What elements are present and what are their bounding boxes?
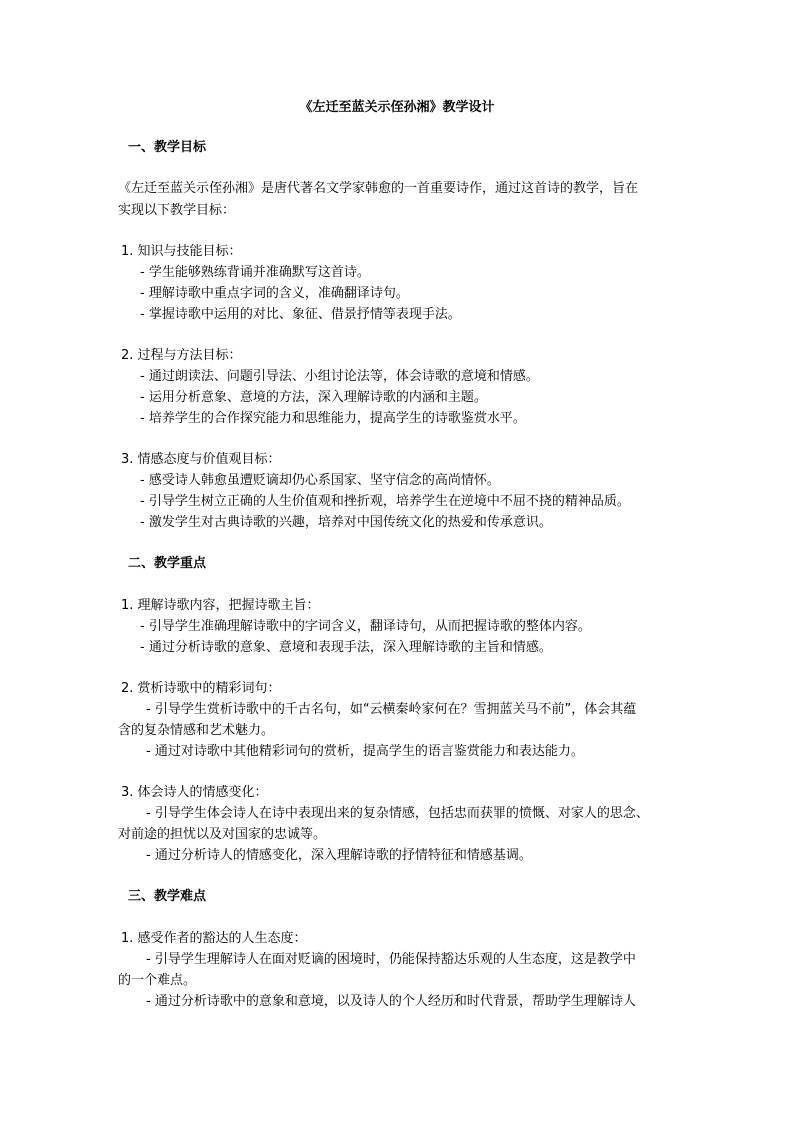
section-heading-difficulties: 三、教学难点 (128, 889, 207, 904)
goal-2-item: - 培养学生的合作探究能力和思维能力，提高学生的诗歌鉴赏水平。 (140, 411, 526, 426)
section-heading-key-points: 二、教学重点 (128, 556, 207, 571)
difficulty-1-item: - 引导学生理解诗人在面对贬谪的困境时，仍能保持豁达乐观的人生态度，这是教学中 (146, 952, 636, 967)
goal-3-label: 3. 情感态度与价值观目标： (121, 452, 281, 467)
goal-1-item: - 理解诗歌中重点字词的含义，准确翻译诗句。 (140, 286, 409, 301)
goal-1-item: - 掌握诗歌中运用的对比、象征、借景抒情等表现手法。 (140, 307, 461, 322)
key-point-1-item: - 通过分析诗歌的意象、意境和表现手法，深入理解诗歌的主旨和情感。 (140, 640, 552, 655)
goal-1-item: - 学生能够熟练背诵并准确默写这首诗。 (140, 265, 370, 280)
goal-2-item: - 通过朗读法、问题引导法、小组讨论法等，体会诗歌的意境和情感。 (140, 369, 539, 384)
key-point-3-item-continuation: 对前途的担忧以及对国家的忠诚等。 (118, 827, 327, 842)
key-point-1-label: 1. 理解诗歌内容，把握诗歌主旨： (121, 598, 320, 613)
difficulty-1-item: - 通过分析诗歌中的意象和意境，以及诗人的个人经历和时代背景，帮助学生理解诗人 (146, 994, 636, 1009)
key-point-3-item: - 引导学生体会诗人在诗中表现出来的复杂情感，包括忠而获罪的愤慨、对家人的思念、 (146, 806, 649, 821)
key-point-3-item: - 通过分析诗人的情感变化，深入理解诗歌的抒情特征和情感基调。 (146, 848, 532, 863)
key-point-2-item: - 引导学生赏析诗歌中的千古名句，如“云横秦岭家何在？雪拥蓝关马不前”，体会其蕴 (146, 702, 637, 717)
document-title: 《左迁至蓝关示侄孙湘》教学设计 (299, 100, 495, 115)
intro-line-2: 实现以下教学目标： (118, 203, 236, 218)
key-point-2-item: - 通过对诗歌中其他精彩词句的赏析，提高学生的语言鉴赏能力和表达能力。 (146, 744, 584, 759)
difficulty-1-item-continuation: 的一个难点。 (118, 973, 197, 988)
key-point-2-item-continuation: 含的复杂情感和艺术魅力。 (118, 723, 275, 738)
section-heading-objectives: 一、教学目标 (128, 140, 207, 155)
goal-2-item: - 运用分析意象、意境的方法，深入理解诗歌的内涵和主题。 (140, 390, 487, 405)
key-point-3-label: 3. 体会诗人的情感变化： (121, 785, 268, 800)
difficulty-1-label: 1. 感受作者的豁达的人生态度： (121, 931, 307, 946)
key-point-2-label: 2. 赏析诗歌中的精彩词句： (121, 681, 281, 696)
goal-3-item: - 感受诗人韩愈虽遭贬谪却仍心系国家、坚守信念的高尚情怀。 (140, 473, 500, 488)
goal-3-item: - 引导学生树立正确的人生价值观和挫折观，培养学生在逆境中不屈不挠的精神品质。 (140, 494, 630, 509)
goal-3-item: - 激发学生对古典诗歌的兴趣，培养对中国传统文化的热爱和传承意识。 (140, 515, 552, 530)
goal-1-label: 1. 知识与技能目标： (121, 244, 242, 259)
intro-line-1: 《左迁至蓝关示侄孙湘》是唐代著名文学家韩愈的一首重要诗作，通过这首诗的教学，旨在 (118, 181, 639, 196)
goal-2-label: 2. 过程与方法目标： (121, 348, 242, 363)
key-point-1-item: - 引导学生准确理解诗歌中的字词含义，翻译诗句，从而把握诗歌的整体内容。 (140, 619, 591, 634)
